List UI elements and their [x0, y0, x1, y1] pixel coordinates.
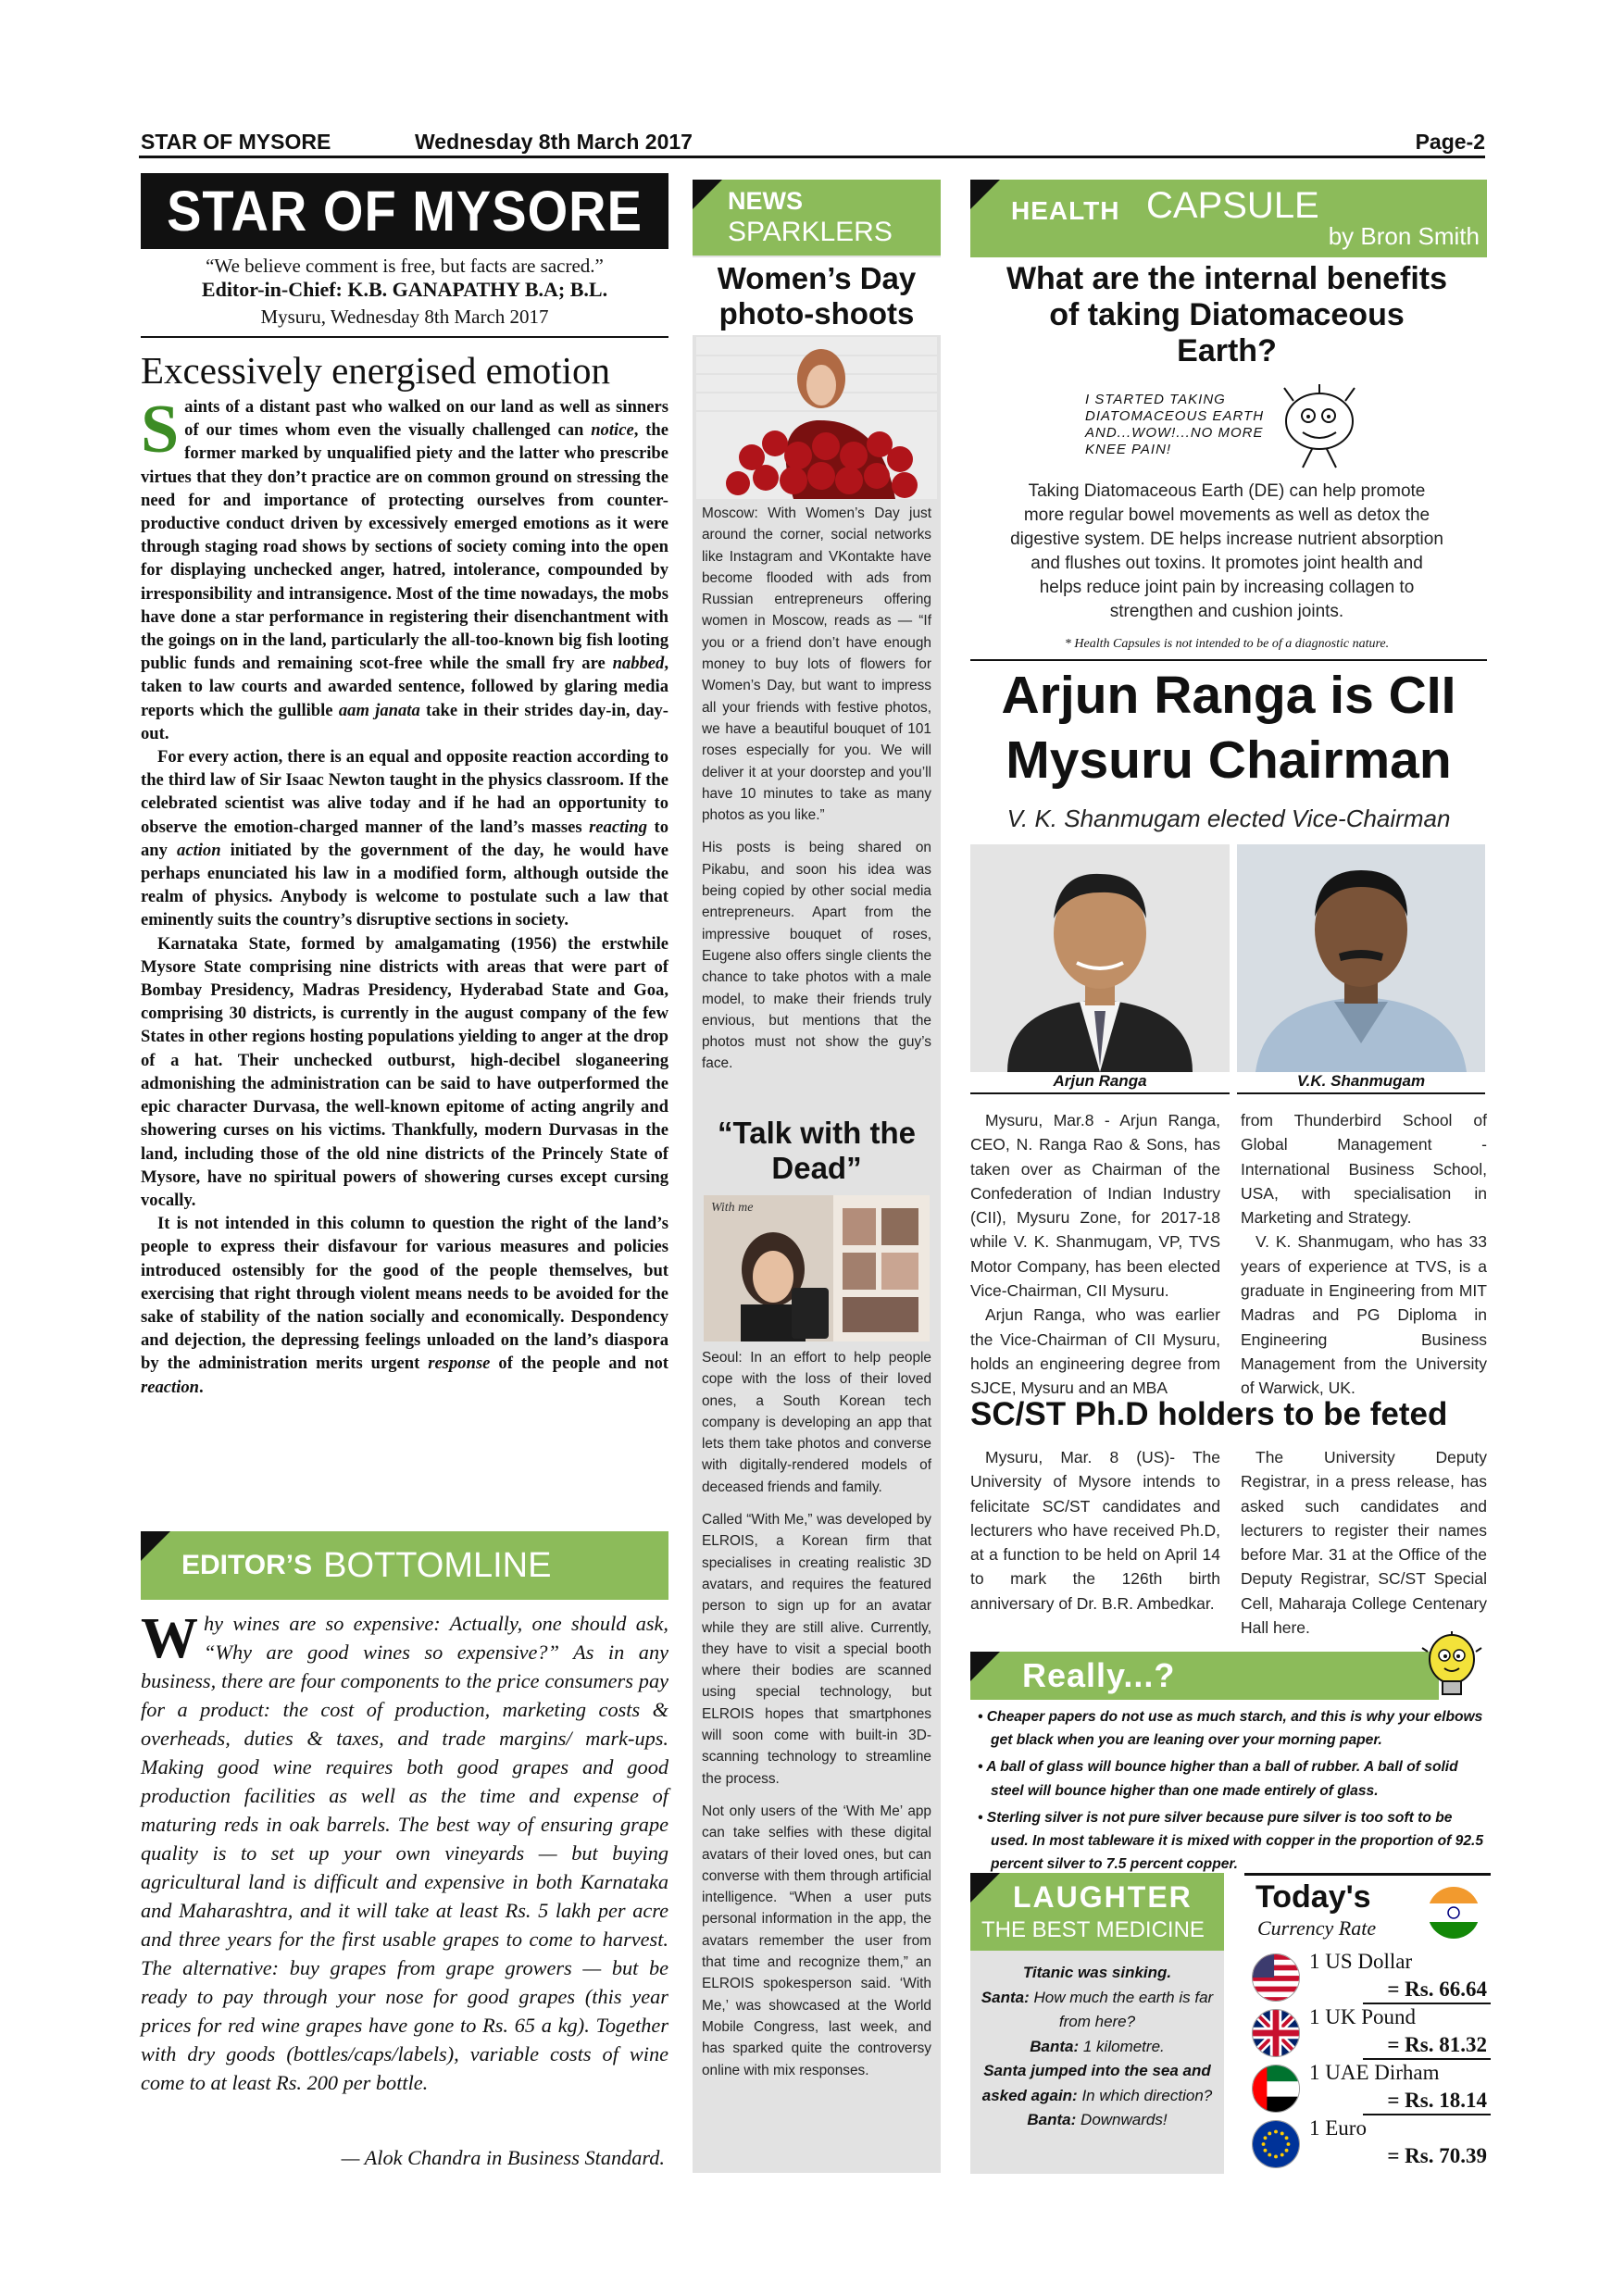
cii-column-2	[1241, 1108, 1487, 1401]
corner-mark	[970, 1873, 1000, 1903]
bottomline-credit: — Alok Chandra in Business Standard.	[341, 2146, 665, 2169]
story2-title: “Talk with the Dead”	[718, 1116, 916, 1185]
editorial-paragraph: For every action, there is an equal and opposite reaction according to the third law of Sir Isaac Newton taught in the physics classroom. If the celebrated scientist was alive today and if he had an opportunity to observe the emotion-charged manner of the land’s masses reacting to any action initiated by the government of the day, he would have perhaps enunciated his law in a modified form, although outside the realm of physics. Anybody is welcome to postulate such a law that eminently suits the country’s disruptive sections in society.	[141, 747, 669, 930]
bottomline-label-bold: EDITOR’S	[181, 1550, 313, 1580]
news-label-bold: NEWS	[728, 187, 803, 215]
health-byline: by Bron Smith	[1328, 222, 1480, 250]
bottomline-dropcap: W	[141, 1607, 198, 1670]
currency-row	[1252, 2116, 1491, 2174]
photo2-caption: V.K. Shanmugam	[1237, 1072, 1485, 1094]
cartoon	[1085, 384, 1363, 473]
currency-name: 1 US Dollar	[1309, 1950, 1413, 1973]
running-paper-name: STAR OF MYSORE	[141, 130, 331, 154]
corner-mark	[693, 180, 722, 209]
news-sparklers-banner	[693, 180, 941, 256]
currency-rule	[1363, 2003, 1491, 2004]
currency-rule	[1363, 2058, 1491, 2060]
really-list	[972, 1705, 1491, 1876]
currency-value: = Rs. 70.39	[1387, 2144, 1487, 2167]
really-item: • Sterling silver is not pure silver because pure silver is too soft to be used. In most tableware it is mixed with copper in the proportion of 92.5 percent silver to 7.5 percent copper.	[978, 1809, 1483, 1873]
story1-title: Women’s Day photo-shoots	[717, 261, 917, 331]
story2-body	[702, 1347, 931, 2081]
cii-paragraph: from Thunderbird School of Global Management - International Business School, USA, with specialisation in Marketing and Strategy.	[1241, 1111, 1487, 1228]
eu-flag-icon	[1252, 2120, 1300, 2168]
currency-name: 1 UK Pound	[1309, 2005, 1417, 2028]
currency-name: 1 Euro	[1309, 2116, 1367, 2140]
scst-column-2: The University Deputy Registrar, in a press release, has asked such candidates and lecturers to register their names before Mar. 31 at the Office of the Deputy Registrar, SC/ST Special Cell, Maharaja College Centenary Hall here.	[1241, 1448, 1487, 1638]
health-disclaimer: * Health Capsules is not intended to be of a diagnostic nature.	[1064, 637, 1390, 651]
section-rule	[970, 659, 1487, 661]
health-body: Taking Diatomaceous Earth (DE) can help promote more regular bowel movements as well as detox the digestive system. DE helps increase nutrient absorption and flushes out toxins. It promotes joint health and helps reduce joint pain by increasing collagen to strengthen and cushion joints.	[1010, 481, 1443, 621]
currency-row	[1252, 1950, 1491, 2007]
currency-rule	[1363, 2114, 1491, 2115]
bottomline-body: Why wines are so expensive: Actually, one should ask, “Why are good wines so expensive?” As in any business, there are four components to the price consumers pay for a product: the cost of production, marketing costs & overheads, duties & taxes, and trade margins/ mark-ups. Making good wine requires both good grapes and good production facilities as well as the time and expense of maturing reds in oak barrels. The best way of ensuring grape quality is to set up your own vineyards — but buying agricultural land is difficult and expensive in both Karnataka and Maharashtra, and it will take at least Rs. 5 lakh per acre and three years for the first usable grapes to come to harvest. The alternative: buy grapes from grape growers — but be ready to pay through your nose for good grapes (this year prices for red wine grapes have gone to Rs. 65 a kg). Together with dry goods (bottles/caps/labels), variable costs of wine come to at least Rs. 200 per bottle.	[141, 1607, 668, 2094]
currency-value: = Rs. 66.64	[1387, 1978, 1487, 2001]
cii-headline: Arjun Ranga is CII Mysuru Chairman	[1001, 666, 1456, 790]
bottomline-label: BOTTOMLINE	[323, 1545, 552, 1585]
editorial-paragraph: Saints of a distant past who walked on our land as well as sinners of our times whom even the visually challenged can notice, the former marked by unqualified piety and the latter who prescribe virtues that they don’t practice are on common ground on stressing the need for and importance of protecting ourselves from counter-productive conduct driven by excessively emerged emotions as it were through staging road shows by sections of society coming into the open for displaying unchecked anger, hatred, intolerance, compounded by irresponsibility and intransigence. Most of the time nowadays, the mobs have done a star performance in registering their disenchantment with the goings on in the land, particularly the all-too-known big fish looting public funds and remaining scot-free while the small fry are nabbed, taken to law courts and awarded sentence, followed by glaring media reports which the gullible aam janata take in their strides day-in, day-out.	[141, 392, 668, 743]
photo1-caption: Arjun Ranga	[970, 1072, 1230, 1094]
currency-title: Today's	[1255, 1879, 1371, 1915]
cii-paragraph: V. K. Shanmugam, who has 33 years of experience at TVS, is a graduate in Engineering from MIT Madras and PG Diploma in Engineering Business Management from the University of Warwick, UK.	[1241, 1232, 1487, 1398]
roses-photo	[696, 337, 937, 499]
uk-flag-icon	[1252, 2009, 1300, 2057]
joke-line: Banta: Downwards!	[1027, 2111, 1168, 2128]
us-flag-icon	[1252, 1953, 1300, 2002]
editorial-paragraph: It is not intended in this column to question the right of the land’s people to express their disfavour for various measures and policies introduced ostensibly for the good of the people themselves, but exercising that right through violent means needs to be avoided for the sake of stability of the nation socially and economically. Despondency and dejection, the depressing feelings unloaded on the land’s diaspora by the administration merits urgent response of the people and not reaction.	[141, 1214, 668, 1397]
corner-mark	[970, 180, 1000, 209]
joke-line: Santa jumped into the sea and asked again: In which direction?	[981, 2062, 1213, 2104]
editorial-body	[141, 392, 669, 1399]
story2-paragraph: Not only users of the ‘With Me’ app can take selfies with these digital avatars of their loved ones, but can converse with them through artificial intelligence. “When a user puts personal information in the app, the avatars remember the user from that time and recognize them,” an ELROIS spokesperson said. ‘With Me,’ was showcased at the World Mobile Congress, last week, and has sparked quite the controversy online with mix responses.	[702, 1803, 931, 2078]
really-item: • Cheaper papers do not use as much starch, and this is why your elbows get black when you are leaning over your morning paper.	[978, 1709, 1483, 1749]
currency-value: = Rs. 18.14	[1387, 2089, 1487, 2112]
cartoon-text: I STARTED TAKING DIATOMACEOUS EARTH AND...WOW!...NO MORE KNEE PAIN!	[1085, 392, 1265, 457]
motto: “We believe comment is free, but facts are sacred.”	[206, 255, 604, 277]
news-label: SPARKLERS	[728, 217, 893, 247]
editorial-headline: Excessively energised emotion	[141, 349, 611, 392]
story2-paragraph: Called “With Me,” was developed by ELROIS, a Korean firm that specialises in creating realistic 3D avatars, and requires the featured person to sign up for an avatar while they are still alive. Currently, they have to visit a special booth where their bodies are scanned using special technology, but ELROIS hopes that smartphones will soon come with built-in 3D-scanning technology to streamline the process.	[702, 1512, 931, 1787]
laughter-label-bold: LAUGHTER	[1013, 1880, 1193, 1914]
currency-name: 1 UAE Dirham	[1309, 2061, 1440, 2084]
joke-line: Banta: 1 kilometre.	[1030, 2037, 1165, 2055]
really-item: • A ball of glass will bounce higher than a ball of rubber. A ball of solid steel will bounce higher than one made entirely of glass.	[978, 1759, 1458, 1799]
header-rule	[139, 156, 1485, 158]
cii-subhead: V. K. Shanmugam elected Vice-Chairman	[1006, 805, 1451, 832]
laughter-joke	[978, 1961, 1217, 2133]
photo-caption-text: With me	[711, 1201, 754, 1215]
joke-line: Titanic was sinking.	[1022, 1964, 1172, 1981]
story1-paragraph: His posts is being shared on Pikabu, and soon his idea was being copied by other social media entrepreneurs. Apart from the impressive bouquet of roses, Eugene also offers single clients the chance to take photos with a male model, to make their friends truly envious, but mentions that the photos must not show the guy’s face.	[702, 840, 931, 1072]
joke-line: Santa: How much the earth is far from here?	[981, 1988, 1214, 2030]
really-banner	[970, 1652, 1439, 1700]
arjun-ranga-photo	[970, 844, 1230, 1072]
story1-body	[702, 503, 931, 1075]
uae-flag-icon	[1252, 2065, 1300, 2113]
corner-mark	[141, 1531, 170, 1561]
health-label-bold: HEALTH	[1011, 196, 1120, 225]
india-flag-icon	[1426, 1885, 1481, 1940]
editorial-paragraph: Karnataka State, formed by amalgamating (1956) the erstwhile Mysore State comprising nine districts with areas that were part of Bombay Presidency, Madras Presidency, Hyderabad State and Goa, comprising 30 districts, is currently in the august company of the few States in other regions hosting populations yielding to anger at the drop of a hat. Their unchecked outburst, high-decibel sloganeering admonishing the administration can be said to have outperformed the epic character Durvasa, the well-known epitome of acting angrily and showering curses on his victims. Thankfully, modern Durvasas in the land, including those of the old nine districts of the Princely State of Mysore, have no spiritual powers of showering curses except cursing vocally.	[141, 933, 668, 1210]
cartoon-face-icon	[1275, 384, 1363, 469]
laughter-banner	[970, 1873, 1224, 1951]
cii-paragraph: Mysuru, Mar.8 - Arjun Ranga, CEO, N. Ranga Rao & Sons, has taken over as Chairman of the Confederation of Indian Industry (CII), Mysuru Zone, for 2017-18 while V. K. Shanmugam, VP, TVS Motor Company, has been elected Vice-Chairman, CII Mysuru.	[970, 1111, 1220, 1301]
currency-value: = Rs. 81.32	[1387, 2033, 1487, 2056]
story1-paragraph: Moscow: With Women’s Day just around the corner, social networks like Instagram and VKontakte have become flooded with ads from Russian entrepreneurs offering women in Moscow, reads as — “If you or a friend don’t have enough money to buy lots of flowers for Women’s Day, but want to impress all your friends with festive photos, we have a beautiful bouquet of 101 roses especially for you. We will deliver it at your doorstep and you’ll have 10 minutes to take as many photos as you like.”	[702, 505, 931, 824]
scst-headline: SC/ST Ph.D holders to be feted	[970, 1396, 1448, 1432]
lightbulb-icon	[1415, 1631, 1489, 1702]
running-date: Wednesday 8th March 2017	[415, 130, 693, 154]
currency-row	[1252, 2061, 1491, 2118]
cii-paragraph: Arjun Ranga, who was earlier the Vice-Chairman of CII Mysuru, holds an engineering degree from SJCE, Mysuru and an MBA	[970, 1305, 1220, 1398]
with-me-photo	[704, 1195, 930, 1341]
currency-subtitle: Currency Rate	[1257, 1916, 1377, 1940]
health-label: CAPSULE	[1146, 185, 1319, 226]
dropcap: S	[141, 392, 180, 468]
laughter-label: THE BEST MEDICINE	[981, 1917, 1205, 1942]
bottomline-banner	[141, 1531, 668, 1600]
really-label: Really...?	[1022, 1656, 1176, 1694]
editor-line: Editor-in-Chief: K.B. GANAPATHY B.A; B.L.	[201, 278, 608, 301]
masthead-title: STAR OF MYSORE	[141, 173, 668, 249]
health-capsule-banner	[970, 180, 1487, 257]
masthead-rule	[141, 336, 668, 338]
corner-mark	[970, 1652, 1000, 1681]
currency-row	[1252, 2005, 1491, 2063]
page-number: Page-2	[1415, 130, 1485, 154]
health-question: What are the internal benefits of taking Diatomaceous Earth?	[1006, 261, 1448, 368]
vk-shanmugam-photo	[1237, 844, 1485, 1072]
dateline: Mysuru, Wednesday 8th March 2017	[260, 306, 549, 328]
story2-paragraph: Seoul: In an effort to help people cope with the loss of their loved ones, a South Korean tech company is developing an app that lets them take photos and converse with digitally-rendered models of deceased friends and family.	[702, 1350, 931, 1495]
scst-column-1: Mysuru, Mar. 8 (US)- The University of Mysore intends to felicitate SC/ST candidates and lecturers who have received Ph.D, at a function to be held on April 14 to mark the 126th birth anniversary of Dr. B.R. Ambedkar.	[970, 1448, 1220, 1613]
cii-column-1	[970, 1108, 1220, 1401]
